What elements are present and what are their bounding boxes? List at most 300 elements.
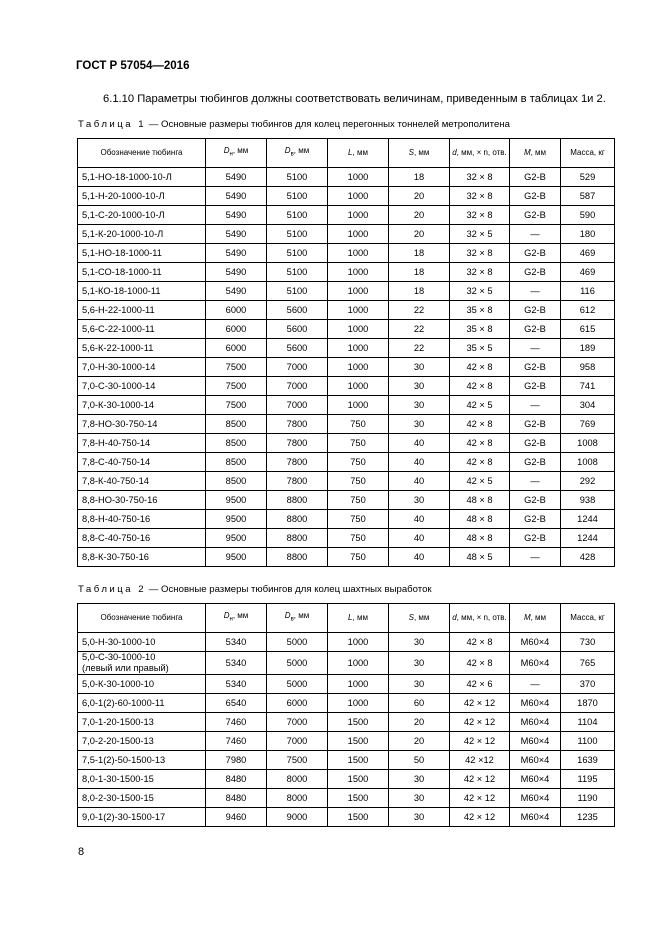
- table-cell: 32 × 8: [450, 168, 510, 187]
- table-cell: 1000: [328, 244, 389, 263]
- table-cell: 18: [389, 282, 450, 301]
- table2-header-row: [78, 604, 615, 633]
- table-cell: G2-B: [510, 510, 561, 529]
- table-cell: 1100: [561, 732, 615, 751]
- table-cell: 1500: [328, 770, 389, 789]
- header-mass: Масса, кг: [561, 604, 615, 633]
- table-cell: 8480: [206, 789, 267, 808]
- table-cell: 5600: [267, 301, 328, 320]
- table-cell: 7460: [206, 713, 267, 732]
- table-cell: 750: [328, 491, 389, 510]
- table1-caption: [78, 119, 510, 130]
- table-cell: G2-B: [510, 415, 561, 434]
- table-cell: 9500: [206, 510, 267, 529]
- table-cell: 48 × 8: [450, 510, 510, 529]
- table-row: [78, 187, 615, 206]
- table-cell: 7000: [267, 358, 328, 377]
- designation-cell: 8,8-Н-40-750-16: [78, 510, 206, 529]
- table-cell: 9500: [206, 548, 267, 567]
- table-cell: 750: [328, 415, 389, 434]
- table-cell: 32 × 5: [450, 282, 510, 301]
- designation-cell: 7,8-Н-40-750-14: [78, 434, 206, 453]
- table-cell: 1244: [561, 529, 615, 548]
- table-cell: 40: [389, 548, 450, 567]
- table-cell: 7980: [206, 751, 267, 770]
- table-cell: 5490: [206, 282, 267, 301]
- table-cell: G2-B: [510, 244, 561, 263]
- table-cell: 612: [561, 301, 615, 320]
- designation-cell: 7,0-С-30-1000-14: [78, 377, 206, 396]
- table-cell: 8480: [206, 770, 267, 789]
- table-cell: 35 × 8: [450, 301, 510, 320]
- table-row: [78, 808, 615, 827]
- table-cell: 5100: [267, 225, 328, 244]
- table-cell: 48 × 8: [450, 529, 510, 548]
- table-row: [78, 548, 615, 567]
- table-cell: 9500: [206, 529, 267, 548]
- table-cell: 5490: [206, 206, 267, 225]
- table-cell: 32 × 8: [450, 206, 510, 225]
- table-cell: G2-B: [510, 301, 561, 320]
- table-cell: 750: [328, 529, 389, 548]
- table-cell: 5340: [206, 675, 267, 694]
- table-cell: 30: [389, 396, 450, 415]
- table-cell: 1000: [328, 694, 389, 713]
- table-cell: 1000: [328, 263, 389, 282]
- designation-cell: 5,6-Н-22-1000-11: [78, 301, 206, 320]
- table-cell: 42 × 12: [450, 789, 510, 808]
- table-row: [78, 510, 615, 529]
- table-cell: 30: [389, 358, 450, 377]
- table-cell: 18: [389, 263, 450, 282]
- table-cell: 42 × 8: [450, 633, 510, 652]
- header-m: M, мм: [510, 139, 561, 168]
- table-cell: 30: [389, 415, 450, 434]
- table-cell: 7460: [206, 732, 267, 751]
- designation-cell: 7,0-1-20-1500-13: [78, 713, 206, 732]
- designation-cell: 5,1-С-20-1000-10-Л: [78, 206, 206, 225]
- table-cell: G2-B: [510, 377, 561, 396]
- table-cell: 8000: [267, 770, 328, 789]
- table-cell: 116: [561, 282, 615, 301]
- table-cell: 1639: [561, 751, 615, 770]
- table-cell: 5490: [206, 187, 267, 206]
- table-cell: 5340: [206, 633, 267, 652]
- table-cell: M60×4: [510, 732, 561, 751]
- designation-cell: 5,1-К-20-1000-10-Л: [78, 225, 206, 244]
- table-cell: 750: [328, 434, 389, 453]
- table-cell: 529: [561, 168, 615, 187]
- table-cell: 18: [389, 244, 450, 263]
- table-cell: 42 × 5: [450, 472, 510, 491]
- table-row: [78, 713, 615, 732]
- table-cell: 42 × 6: [450, 675, 510, 694]
- designation-cell: 8,0-1-30-1500-15: [78, 770, 206, 789]
- table-cell: 5490: [206, 168, 267, 187]
- table-cell: 1244: [561, 510, 615, 529]
- table-row: [78, 652, 615, 675]
- table-cell: 180: [561, 225, 615, 244]
- table-cell: —: [510, 396, 561, 415]
- table2-caption-label: Таблица 2: [78, 584, 147, 595]
- table-cell: 1000: [328, 377, 389, 396]
- table-cell: 1000: [328, 320, 389, 339]
- table-cell: 741: [561, 377, 615, 396]
- table-cell: 35 × 8: [450, 320, 510, 339]
- table-cell: 750: [328, 510, 389, 529]
- table-cell: 1235: [561, 808, 615, 827]
- table-cell: 1500: [328, 789, 389, 808]
- header-d: d, мм, × n, отв.: [450, 139, 510, 168]
- table-cell: 40: [389, 434, 450, 453]
- table-row: [78, 751, 615, 770]
- designation-cell: 8,0-2-30-1500-15: [78, 789, 206, 808]
- table-cell: 8800: [267, 529, 328, 548]
- table-cell: 1500: [328, 751, 389, 770]
- table-cell: 30: [389, 633, 450, 652]
- table2: [77, 603, 615, 827]
- table-cell: 5100: [267, 244, 328, 263]
- designation-cell: 7,0-К-30-1000-14: [78, 396, 206, 415]
- table-row: [78, 491, 615, 510]
- table-row: [78, 301, 615, 320]
- designation-cell: 5,6-С-22-1000-11: [78, 320, 206, 339]
- table-cell: 587: [561, 187, 615, 206]
- table-cell: 1000: [328, 168, 389, 187]
- designation-cell: 5,6-К-22-1000-11: [78, 339, 206, 358]
- table-cell: 8000: [267, 789, 328, 808]
- table-cell: 7500: [206, 377, 267, 396]
- table-cell: —: [510, 282, 561, 301]
- table-cell: 1000: [328, 396, 389, 415]
- table1-header-row: [78, 139, 615, 168]
- header-designation: Обозначение тюбинга: [78, 139, 206, 168]
- table-cell: 42 × 12: [450, 732, 510, 751]
- table-cell: —: [510, 225, 561, 244]
- table-cell: 750: [328, 453, 389, 472]
- table-cell: 30: [389, 789, 450, 808]
- table-cell: 42 × 12: [450, 713, 510, 732]
- table-cell: 7500: [206, 396, 267, 415]
- table-cell: G2-B: [510, 187, 561, 206]
- table-cell: 18: [389, 168, 450, 187]
- table-cell: G2-B: [510, 263, 561, 282]
- table-cell: 40: [389, 453, 450, 472]
- designation-cell: 8,8-НО-30-750-16: [78, 491, 206, 510]
- table-row: [78, 396, 615, 415]
- table-cell: G2-B: [510, 358, 561, 377]
- designation-cell: 8,8-К-30-750-16: [78, 548, 206, 567]
- table-cell: 7000: [267, 732, 328, 751]
- table-cell: 30: [389, 770, 450, 789]
- table-cell: 1000: [328, 652, 389, 675]
- table-cell: 42 × 12: [450, 808, 510, 827]
- table-cell: 8800: [267, 510, 328, 529]
- table-cell: 5340: [206, 652, 267, 675]
- designation-cell: 5,1-НО-18-1000-11: [78, 244, 206, 263]
- table-cell: 1000: [328, 675, 389, 694]
- table-cell: 1870: [561, 694, 615, 713]
- table-cell: 32 × 5: [450, 225, 510, 244]
- table-cell: —: [510, 675, 561, 694]
- table-cell: M60×4: [510, 789, 561, 808]
- table-cell: 5100: [267, 282, 328, 301]
- table-cell: 5490: [206, 263, 267, 282]
- table-cell: 7800: [267, 453, 328, 472]
- designation-cell: 7,8-НО-30-750-14: [78, 415, 206, 434]
- table-cell: 7800: [267, 434, 328, 453]
- table-cell: 20: [389, 713, 450, 732]
- header-s: S, мм: [389, 604, 450, 633]
- table-row: [78, 770, 615, 789]
- table-cell: G2-B: [510, 320, 561, 339]
- table1-caption-label: Таблица 1: [78, 119, 147, 130]
- table-cell: 1008: [561, 453, 615, 472]
- table-cell: 9500: [206, 491, 267, 510]
- table-cell: 8800: [267, 548, 328, 567]
- table-cell: 7000: [267, 396, 328, 415]
- table-cell: 1000: [328, 633, 389, 652]
- table-cell: 30: [389, 675, 450, 694]
- table-cell: 428: [561, 548, 615, 567]
- header-d: d, мм, × n, отв.: [450, 604, 510, 633]
- table-cell: M60×4: [510, 694, 561, 713]
- table-cell: 20: [389, 206, 450, 225]
- table-cell: 615: [561, 320, 615, 339]
- table-cell: 22: [389, 301, 450, 320]
- header-dn: $D_н$, мм: [206, 139, 267, 168]
- table-cell: M60×4: [510, 633, 561, 652]
- table-row: [78, 633, 615, 652]
- table-cell: 20: [389, 225, 450, 244]
- table-row: [78, 434, 615, 453]
- table-cell: 1190: [561, 789, 615, 808]
- table-cell: 22: [389, 339, 450, 358]
- table1: [77, 138, 615, 567]
- designation-cell: 5,1-Н-20-1000-10-Л: [78, 187, 206, 206]
- designation-cell: 7,0-2-20-1500-13: [78, 732, 206, 751]
- table-cell: 42 × 8: [450, 415, 510, 434]
- table-cell: 304: [561, 396, 615, 415]
- table-cell: 30: [389, 491, 450, 510]
- designation-cell: 5,1-НО-18-1000-10-Л: [78, 168, 206, 187]
- table-cell: G2-B: [510, 453, 561, 472]
- table-cell: 42 × 8: [450, 453, 510, 472]
- table-cell: 48 × 8: [450, 491, 510, 510]
- table-row: [78, 732, 615, 751]
- table-cell: 750: [328, 472, 389, 491]
- table-cell: 20: [389, 732, 450, 751]
- table-cell: 40: [389, 510, 450, 529]
- table-cell: 6000: [206, 339, 267, 358]
- table-cell: 7800: [267, 472, 328, 491]
- table-cell: 469: [561, 263, 615, 282]
- table-row: [78, 168, 615, 187]
- table-cell: 1008: [561, 434, 615, 453]
- table-row: [78, 472, 615, 491]
- table-cell: 42 × 8: [450, 377, 510, 396]
- header-m: M, мм: [510, 604, 561, 633]
- designation-cell: 9,0-1(2)-30-1500-17: [78, 808, 206, 827]
- table-cell: 769: [561, 415, 615, 434]
- table-cell: 42 × 8: [450, 652, 510, 675]
- table-cell: 42 × 12: [450, 694, 510, 713]
- table-row: [78, 225, 615, 244]
- table-cell: 20: [389, 187, 450, 206]
- table-cell: 8500: [206, 415, 267, 434]
- designation-cell: 6,0-1(2)-60-1000-11: [78, 694, 206, 713]
- table-cell: 40: [389, 472, 450, 491]
- table-cell: —: [510, 339, 561, 358]
- table-cell: 5490: [206, 225, 267, 244]
- table-cell: G2-B: [510, 168, 561, 187]
- table-cell: 30: [389, 377, 450, 396]
- table-cell: 42 ×12: [450, 751, 510, 770]
- table-cell: 30: [389, 808, 450, 827]
- table-row: [78, 206, 615, 225]
- table-cell: 469: [561, 244, 615, 263]
- header-mass: Масса, кг: [561, 139, 615, 168]
- table-cell: 5600: [267, 339, 328, 358]
- table-cell: 6000: [206, 320, 267, 339]
- table-cell: 5000: [267, 633, 328, 652]
- table-cell: 5490: [206, 244, 267, 263]
- table-row: [78, 377, 615, 396]
- header-dn: $D_н$, мм: [206, 604, 267, 633]
- designation-cell: 7,8-К-40-750-14: [78, 472, 206, 491]
- table-cell: 50: [389, 751, 450, 770]
- table-cell: 1104: [561, 713, 615, 732]
- table-cell: 32 × 8: [450, 244, 510, 263]
- table-cell: 590: [561, 206, 615, 225]
- table-row: [78, 675, 615, 694]
- table-row: [78, 453, 615, 472]
- table-cell: 42 × 5: [450, 396, 510, 415]
- table-cell: 730: [561, 633, 615, 652]
- table-row: [78, 339, 615, 358]
- table-cell: 9460: [206, 808, 267, 827]
- table-cell: 5000: [267, 675, 328, 694]
- table-cell: 8800: [267, 491, 328, 510]
- page-number: 8: [78, 846, 85, 858]
- table-cell: 22: [389, 320, 450, 339]
- table-cell: —: [510, 472, 561, 491]
- table-cell: M60×4: [510, 751, 561, 770]
- table-cell: 1500: [328, 808, 389, 827]
- table-cell: 958: [561, 358, 615, 377]
- designation-cell: 7,8-С-40-750-14: [78, 453, 206, 472]
- table-cell: 7500: [206, 358, 267, 377]
- table-cell: 42 × 8: [450, 358, 510, 377]
- table-cell: 9000: [267, 808, 328, 827]
- table-cell: M60×4: [510, 770, 561, 789]
- table-cell: 7500: [267, 751, 328, 770]
- table-cell: 42 × 12: [450, 770, 510, 789]
- designation-cell: 7,5-1(2)-50-1500-13: [78, 751, 206, 770]
- table-row: [78, 789, 615, 808]
- table-cell: 1000: [328, 358, 389, 377]
- table-cell: G2-B: [510, 206, 561, 225]
- table-cell: 6540: [206, 694, 267, 713]
- table-cell: 1000: [328, 301, 389, 320]
- table-cell: M60×4: [510, 652, 561, 675]
- designation-cell: 7,0-Н-30-1000-14: [78, 358, 206, 377]
- table-row: [78, 415, 615, 434]
- table-row: [78, 282, 615, 301]
- table-cell: 292: [561, 472, 615, 491]
- standard-header: ГОСТ Р 57054—2016: [76, 60, 190, 72]
- header-designation: Обозначение тюбинга: [78, 604, 206, 633]
- table-cell: 35 × 5: [450, 339, 510, 358]
- table-cell: 1500: [328, 732, 389, 751]
- table-cell: M60×4: [510, 713, 561, 732]
- table-cell: G2-B: [510, 529, 561, 548]
- table-cell: G2-B: [510, 491, 561, 510]
- table-cell: —: [510, 548, 561, 567]
- table-cell: 32 × 8: [450, 187, 510, 206]
- designation-cell: 5,0-К-30-1000-10: [78, 675, 206, 694]
- designation-cell: 5,1-СО-18-1000-11: [78, 263, 206, 282]
- table-cell: 6000: [206, 301, 267, 320]
- table-cell: 5100: [267, 263, 328, 282]
- header-l: L, мм: [328, 139, 389, 168]
- table-row: [78, 263, 615, 282]
- header-s: S, мм: [389, 139, 450, 168]
- table-cell: 48 × 5: [450, 548, 510, 567]
- table-cell: 1195: [561, 770, 615, 789]
- table-cell: 370: [561, 675, 615, 694]
- table-cell: 938: [561, 491, 615, 510]
- table-cell: 6000: [267, 694, 328, 713]
- table-row: [78, 244, 615, 263]
- table-row: [78, 694, 615, 713]
- table-cell: G2-B: [510, 434, 561, 453]
- table-cell: 8500: [206, 472, 267, 491]
- table-cell: 750: [328, 548, 389, 567]
- table-cell: 30: [389, 652, 450, 675]
- table-cell: 1000: [328, 225, 389, 244]
- table-cell: 5600: [267, 320, 328, 339]
- table-cell: 765: [561, 652, 615, 675]
- table2-caption: [78, 584, 432, 595]
- header-dv: $D_в$, мм: [267, 604, 328, 633]
- table-cell: 7000: [267, 713, 328, 732]
- table-cell: 1000: [328, 206, 389, 225]
- table-cell: 60: [389, 694, 450, 713]
- table-cell: M60×4: [510, 808, 561, 827]
- table1-caption-text: — Основные размеры тюбингов для колец перегонных тоннелей метрополитена: [146, 119, 510, 130]
- designation-cell: 5,0-С-30-1000-10 (левый или правый): [78, 652, 206, 675]
- header-dv: $D_в$, мм: [267, 139, 328, 168]
- table2-caption-text: — Основные размеры тюбингов для колец шахтных выработок: [146, 584, 432, 595]
- table-cell: 8500: [206, 453, 267, 472]
- table-cell: 1000: [328, 187, 389, 206]
- header-l: L, мм: [328, 604, 389, 633]
- table-cell: 32 × 8: [450, 263, 510, 282]
- intro-paragraph: 6.1.10 Параметры тюбингов должны соответствовать величинам, приведенным в таблицах 1и 2.: [103, 93, 606, 105]
- table-cell: 189: [561, 339, 615, 358]
- designation-cell: 5,0-Н-30-1000-10: [78, 633, 206, 652]
- table-cell: 1500: [328, 713, 389, 732]
- table-cell: 42 × 8: [450, 434, 510, 453]
- table-cell: 5100: [267, 206, 328, 225]
- table-cell: 8500: [206, 434, 267, 453]
- table-cell: 5100: [267, 168, 328, 187]
- table-cell: 5000: [267, 652, 328, 675]
- table-cell: 40: [389, 529, 450, 548]
- table-cell: 7800: [267, 415, 328, 434]
- table-cell: 1000: [328, 339, 389, 358]
